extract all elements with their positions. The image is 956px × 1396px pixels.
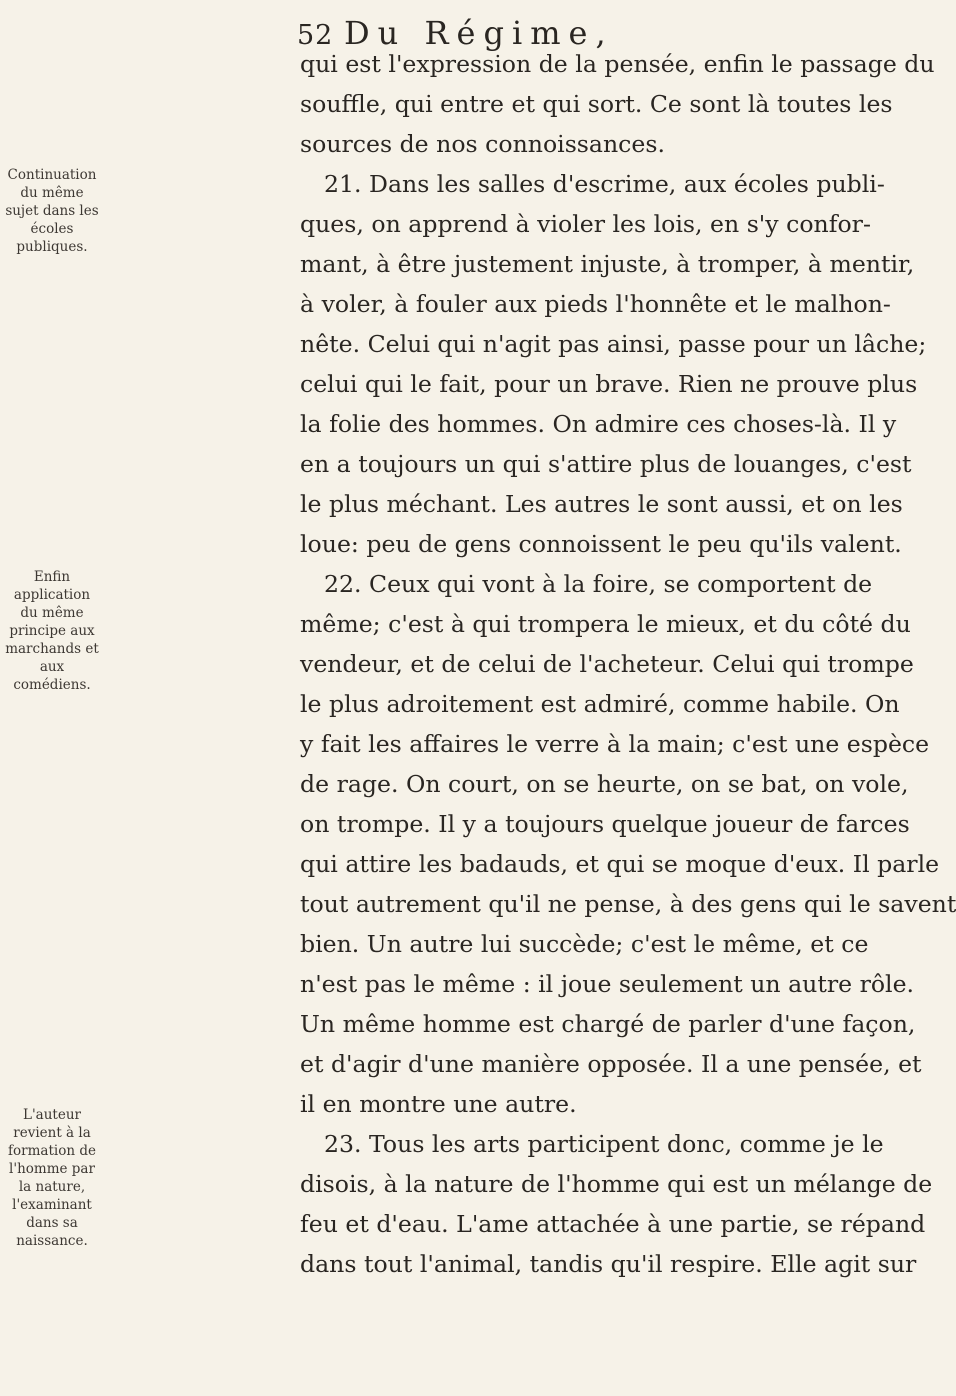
text-line: de rage. On court, on se heurte, on se bat, on vole,	[300, 770, 909, 798]
text-line: qui est l'expression de la pensée, enfin le passage du	[300, 50, 935, 78]
text-line: on trompe. Il y a toujours quelque joueur de farces	[300, 810, 910, 838]
text-line: 23. Tous les arts participent donc, comme je le	[324, 1130, 884, 1158]
text-line: celui qui le fait, pour un brave. Rien ne prouve plus	[300, 370, 918, 398]
text-line: la folie des hommes. On admire ces choses-là. Il y	[300, 410, 897, 438]
text-line: mant, à être justement injuste, à tromper, à mentir,	[300, 250, 915, 278]
text-line: en a toujours un qui s'attire plus de louanges, c'est	[300, 450, 912, 478]
text-line: nête. Celui qui n'agit pas ainsi, passe pour un lâche;	[300, 330, 927, 358]
text-line: même; c'est à qui trompera le mieux, et du côté du	[300, 610, 911, 638]
text-line: 22. Ceux qui vont à la foire, se comportent de	[324, 570, 873, 598]
text-line: sources de nos connoissances.	[300, 130, 665, 158]
running-title: Du Régime,	[344, 14, 614, 52]
text-line: Un même homme est chargé de parler d'une façon,	[300, 1010, 916, 1038]
text-line: tout autrement qu'il ne pense, à des gens qui le savent	[300, 890, 956, 918]
margin-note-2: Enfin application du même principe aux marchands et aux comédiens.	[5, 569, 99, 693]
text-line: vendeur, et de celui de l'acheteur. Celui qui trompe	[300, 650, 914, 678]
margin-note-1: Continuation du même sujet dans les écoles publiques.	[5, 167, 99, 255]
text-line: le plus adroitement est admiré, comme habile. On	[300, 690, 900, 718]
text-line: bien. Un autre lui succède; c'est le même, et ce	[300, 930, 869, 958]
text-line: dans tout l'animal, tandis qu'il respire. Elle agit sur	[300, 1250, 917, 1278]
text-line: ques, on apprend à violer les lois, en s'y confor-	[300, 210, 871, 238]
text-line: souffle, qui entre et qui sort. Ce sont là toutes les	[300, 90, 893, 118]
text-line: disois, à la nature de l'homme qui est un mélange de	[300, 1170, 933, 1198]
page-number: 52	[297, 20, 334, 51]
margin-note-3: L'auteur revient à la formation de l'homme par la nature, l'examinant dans sa naissance.	[8, 1107, 96, 1249]
text-line: loue: peu de gens connoissent le peu qu'ils valent.	[300, 530, 902, 558]
text-line: le plus méchant. Les autres le sont aussi, et on les	[300, 490, 903, 518]
text-line: il en montre une autre.	[300, 1090, 577, 1118]
text-line: et d'agir d'une manière opposée. Il a une pensée, et	[300, 1050, 922, 1078]
text-line: qui attire les badauds, et qui se moque d'eux. Il parle	[300, 850, 940, 878]
text-line: n'est pas le même : il joue seulement un autre rôle.	[300, 970, 915, 998]
text-line: 21. Dans les salles d'escrime, aux écoles publi-	[324, 170, 885, 198]
text-line: à voler, à fouler aux pieds l'honnête et le malhon-	[300, 290, 891, 318]
text-line: feu et d'eau. L'ame attachée à une partie, se répand	[300, 1210, 926, 1238]
text-line: y fait les affaires le verre à la main; c'est une espèce	[300, 730, 930, 758]
